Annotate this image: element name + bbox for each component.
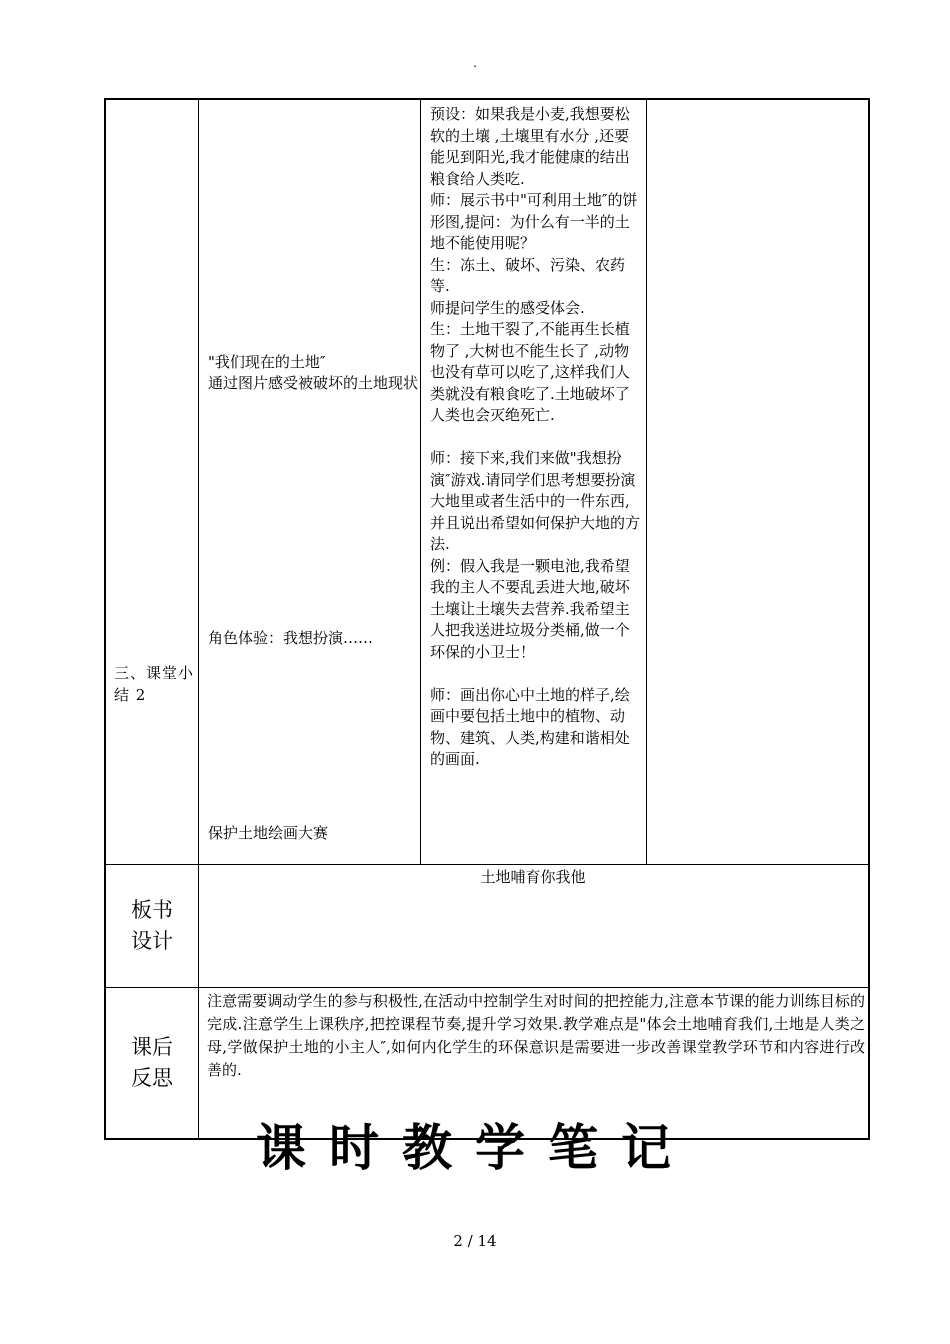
reflection-content: 注意需要调动学生的参与积极性,在活动中控制学生对时间的把控能力,注意本节课的能力训练目标的完成.注意学生上课秩序,把控课程节奏,提升学习效果.教学难点是"体会土地哺育我们,土地是人类之母,学做保护土地的小主人″,如何内化学生的环保意识是需要进一步改善课堂教学环节和内容进行改善的. bbox=[207, 992, 865, 1079]
activity-current-land-title: "我们现在的土地″ bbox=[208, 353, 326, 371]
lesson-table bbox=[104, 98, 870, 1140]
col-divider-2 bbox=[420, 100, 421, 864]
teaching-process-text: 预设：如果我是小麦,我想要松软的土壤 ,土壤里有水分 ,还要能见到阳光,我才能健康的结出粮食给人类吃. 师：展示书中"可利用土地″的饼形图,提问：为什么有一半的土地不能使用呢？ 生：冻土、破坏、污染、农药等. 师提问学生的感受体会. 生：土地干裂了,不能再生长植物了 ,大树也不能生长了 ,动物也没有草可以吃了,这样我们人类就没有粮食吃了.土地破坏了人类也会灭绝死亡. 师：接下来,我们来做"我想扮演″游戏.请同学们思考想要扮演大地里或者生活中的一件东西,并且说出希望如何保护大地的方法. 例：假入我是一颗电池,我希望我的主人不要乱丢进大地,破坏土壤让土壤失去营养.我希望主人把我送进垃圾分类桶,做一个环保的小卫士！ 师：画出你心中土地的样子,绘画中要包括土地中的植物、动物、建筑、人类,构建和谐相处的画面. bbox=[430, 105, 641, 768]
row-divider-1 bbox=[106, 864, 870, 865]
next-section-title: 课时教学笔记 bbox=[256, 1119, 694, 1177]
activity-role-play: 角色体验：我想扮演…… bbox=[208, 629, 374, 647]
activity-drawing-contest: 保护土地绘画大赛 bbox=[208, 824, 329, 842]
reflection-label: 课后反思 bbox=[131, 1035, 173, 1090]
row-divider-2 bbox=[106, 987, 870, 988]
board-content: 土地哺育你我他 bbox=[480, 868, 586, 886]
col-divider-1 bbox=[198, 100, 199, 1140]
activity-current-land-desc: 通过图片感受被破坏的土地现状 bbox=[208, 374, 419, 392]
board-label: 板书设计 bbox=[131, 898, 173, 953]
page-number: 2 / 14 bbox=[453, 1232, 497, 1250]
header-mark: . bbox=[473, 56, 477, 70]
section-label: 三、课堂小结 2 bbox=[114, 664, 195, 704]
col-divider-3 bbox=[646, 100, 647, 864]
activity-current-land bbox=[208, 352, 418, 394]
